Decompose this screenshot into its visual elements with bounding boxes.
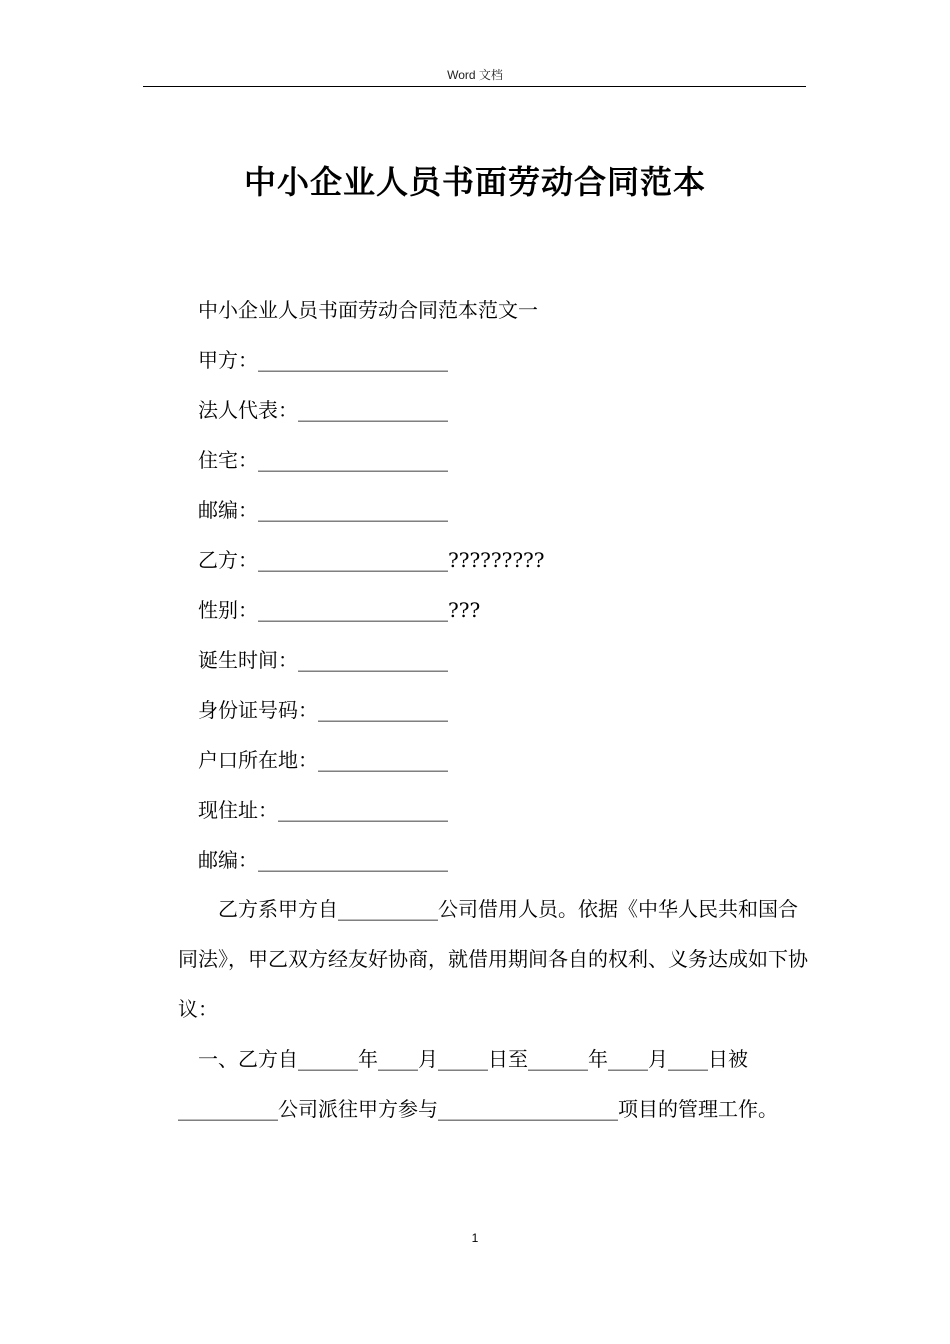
paragraph-clause-one: 一、乙方自______年____月_____日至______年____月____日被__________公司派往甲方参与__________________项目的管理工作。: [178, 1047, 778, 1121]
field-postcode-b: 邮编：___________________: [198, 848, 448, 872]
paragraph-agreement-intro: 乙方系甲方自__________公司借用人员。依据《中华人民共和国合同法》，甲乙双方经友好协商，就借用期间各自的权利、义务达成如下协议：: [178, 897, 808, 1021]
field-birth-date: 诞生时间：_______________: [198, 648, 448, 672]
section-subtitle: 中小企业人员书面劳动合同范本范文一: [198, 298, 538, 322]
field-party-b: 乙方：___________________?????????: [198, 548, 545, 572]
field-id-number: 身份证号码：_____________: [198, 698, 448, 722]
field-gender: 性别：___________________???: [198, 598, 481, 622]
field-postcode-a: 邮编：___________________: [198, 498, 448, 522]
field-household-registration: 户口所在地：_____________: [198, 748, 448, 772]
field-current-address: 现住址：_________________: [198, 798, 448, 822]
header-divider: [143, 86, 806, 87]
page-number: 1: [471, 1231, 479, 1245]
document-title: 中小企业人员书面劳动合同范本: [243, 163, 706, 201]
field-residence: 住宅：___________________: [198, 448, 448, 472]
field-party-a: 甲方：___________________: [198, 348, 448, 372]
page-header: Word 文档: [447, 68, 503, 82]
field-legal-representative: 法人代表：_______________: [198, 398, 448, 422]
